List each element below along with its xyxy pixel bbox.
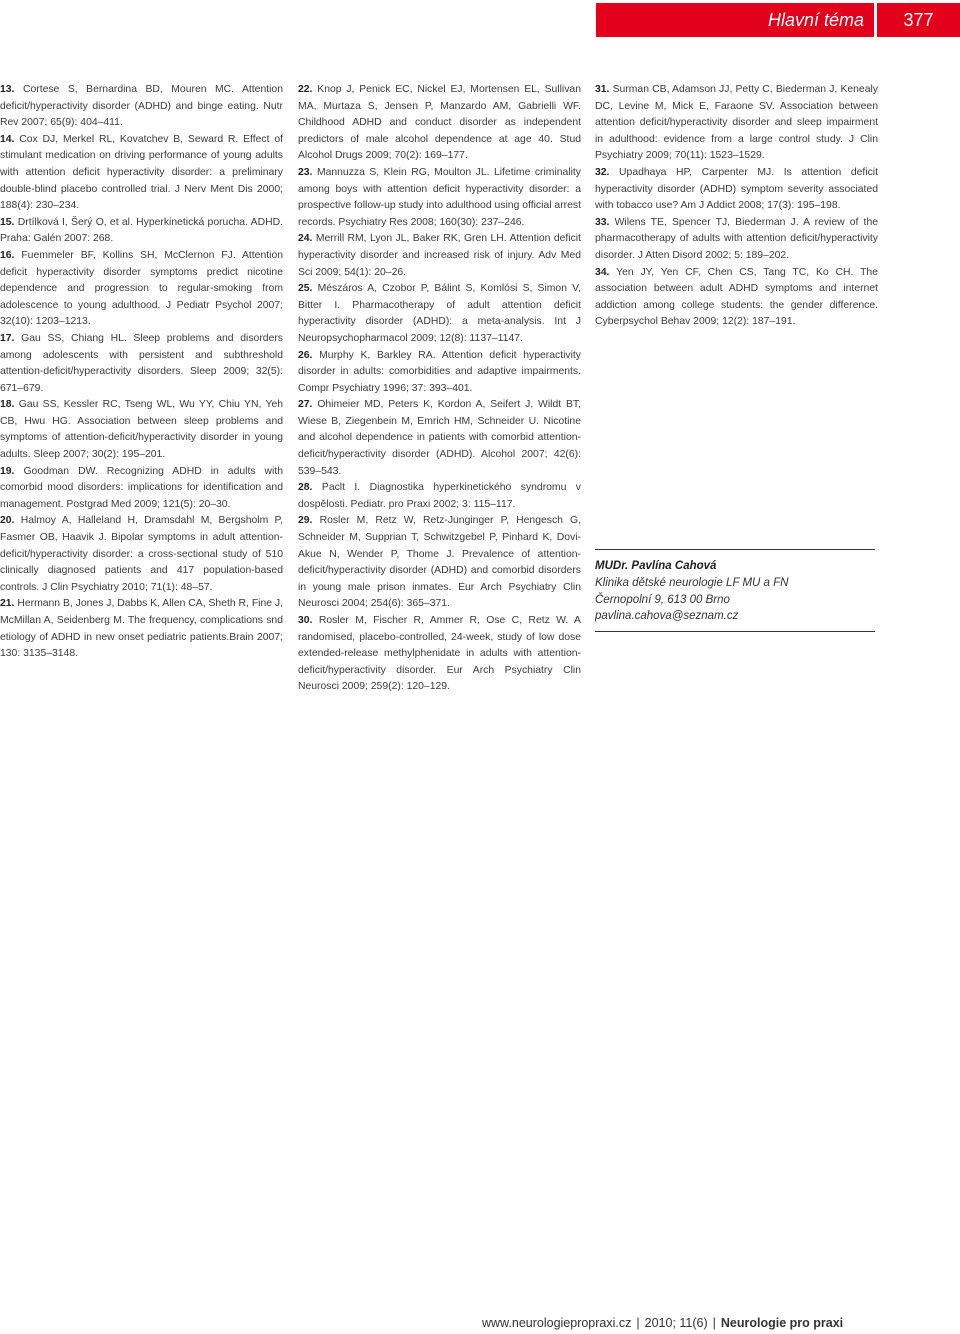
reference-number: 22.: [298, 84, 313, 95]
reference-item: [298, 281, 581, 347]
reference-number: 13.: [0, 84, 15, 95]
reference-number: 25.: [298, 283, 313, 295]
author-contact: [595, 549, 875, 632]
reference-item: [0, 132, 283, 215]
reference-text: Hermann B, Jones J, Dabbs K, Allen CA, Sheth R, Fine J, McMillan A, Seidenberg M. The frequency, complications snd etiology of ADHD in new onset pediatric patients.Brain 2007; 130: 3135–3148.: [0, 598, 284, 660]
footer-journal: Neurologie pro praxi: [720, 1316, 844, 1330]
reference-item: [595, 265, 878, 331]
reference-number: 32.: [595, 166, 610, 178]
reference-item: [298, 231, 581, 281]
reference-text: Yen JY, Yen CF, Chen CS, Tang TC, Ko CH. The association between adult ADHD symptoms and internet addiction among college students: the gender difference. Cyberpsychol Behav 2009; 12(2): 187–191.: [595, 266, 878, 328]
reference-text: Upadhaya HP, Carpenter MJ. Is attention deficit hyperactivity disorder (ADHD) symptom severity associated with tobacco use? Am J Addict 2008; 17(3): 195–198.: [595, 166, 878, 212]
reference-text: Rosler M, Fischer R, Ammer R, Ose C, Retz W. A randomised, placebo-controlled, 24-week, study of low dose extended-release methylphenidate in adults with attention-deficit/hyperactivity disorder. Eur Arch Psychiatry Clin Neurosci 2009; 259(2): 120–129.: [298, 615, 581, 693]
author-address: Černopolní 9, 613 00 Brno: [595, 593, 730, 606]
reference-item: [298, 480, 581, 513]
reference-number: 29.: [298, 515, 313, 527]
reference-number: 24.: [298, 233, 313, 245]
reference-number: 14.: [0, 133, 15, 145]
reference-text: Gau SS, Chiang HL. Sleep problems and disorders among adolescents with persistent and subthreshold attention-deficit/hyperactivity disorders. Sleep 2009; 32(5): 671–679.: [0, 332, 284, 394]
reference-item: [0, 397, 283, 463]
reference-text: Ohimeier MD, Peters K, Kordon A, Seifert J, Wildt BT, Wiese B, Ziegenbein M, Emrich HM, Schneider U. Nicotine and alcohol dependence in patients with comorbid attention-deficit/hyperactivity disorder (ADHD). Alcohol 2007; 42(6): 539–543.: [298, 399, 581, 477]
reference-item: [298, 613, 581, 696]
reference-item: [0, 248, 283, 331]
references-column-3: [595, 82, 878, 331]
reference-item: [595, 82, 878, 165]
reference-text: Surman CB, Adamson JJ, Petty C, Biederman J, Kenealy DC, Levine M, Mick E, Faraone SV. Association between attention deficit/hyperactivity disorder and sleep impairment in adulthood: evidence from a large control study. J Clin Psychiatry 2009; 70(11): 1523–1529.: [595, 84, 878, 162]
reference-item: [298, 513, 581, 613]
footer-website[interactable]: www.neurologiepropraxi.cz: [482, 1316, 632, 1330]
reference-text: Gau SS, Kessler RC, Tseng WL, Wu YY, Chiu YN, Yeh CB, Hwu HG. Association between sleep problems and symptoms of attention-deficit/hyperactivity disorder in young adults. Sleep 2007; 30(2): 195–201.: [0, 399, 284, 461]
reference-number: 31.: [595, 84, 610, 95]
reference-text: Mannuzza S, Klein RG, Moulton JL. Lifetime criminality among boys with attention deficit hyperactivity disorder: a prospective follow-up study into adulthood using official arrest records. Psychiatry Res 2008; 160(30): 237–246.: [298, 166, 582, 228]
reference-number: 28.: [298, 482, 313, 494]
reference-number: 26.: [298, 349, 313, 361]
reference-text: Goodman DW. Recognizing ADHD in adults with comorbid mood disorders: implications for identification and management. Postgrad Med 2009; 121(5): 20–30.: [0, 465, 284, 510]
reference-item: [0, 82, 283, 132]
reference-text: Murphy K, Barkley RA. Attention deficit hyperactivity disorder in adults: comorbidities and adaptive impairments. Compr Psychiatry 1996; 37: 393–401.: [298, 349, 581, 394]
footer-separator: |: [712, 1316, 716, 1330]
section-title: Hlavní téma: [596, 3, 874, 37]
reference-item: [0, 331, 283, 397]
reference-number: 16.: [0, 249, 15, 261]
reference-text: Fuemmeler BF, Kollins SH, McClernon FJ. Attention deficit hyperactivity disorder symptoms predict nicotine dependence and progression to regular-smoking from adolescence to young adulthood. J Pediatr Psychol 2007; 32(10): 1203–1213.: [0, 249, 283, 328]
reference-number: 23.: [298, 166, 313, 178]
reference-number: 21.: [0, 598, 15, 610]
references-column-1: [0, 82, 283, 663]
reference-text: Knop J, Penick EC, Nickel EJ, Mortensen EL, Sullivan MA, Murtaza S, Jensen P, Manzardo AM, Gabrielli WF. Childhood ADHD and conduct disorder as independent predictors of male alcohol dependence at age 40. Stud Alcohol Drugs 2009; 70(2): 169–177.: [298, 84, 581, 162]
reference-text: Paclt I. Diagnostika hyperkinetického syndromu v dospělosti. Pediatr. pro Praxi 2002; 3: 115–117.: [298, 482, 581, 510]
reference-item: [298, 348, 581, 398]
reference-number: 18.: [0, 399, 15, 411]
reference-text: Merrill RM, Lyon JL, Baker RK, Gren LH. Attention deficit hyperactivity disorder and increased risk of injury. Adv Med Sci 2009; 54(1): 20–26.: [298, 233, 581, 278]
reference-number: 33.: [595, 216, 610, 228]
reference-item: [0, 215, 283, 248]
page-number: 377: [877, 3, 960, 37]
reference-item: [298, 165, 581, 231]
reference-item: [0, 513, 283, 596]
section-header: [596, 3, 960, 37]
reference-item: [0, 596, 283, 662]
reference-text: Mészáros A, Czobor P, Bálint S, Komlósi S, Simon V, Bitter I. Pharmacotherapy of adult attention deficit hyperactivity disorder (ADHD): a meta-analysis. Int J Neuropsychopharmacol 2009; 12(8): 1137–1147.: [298, 283, 581, 344]
reference-text: Rosler M, Retz W, Retz-Junginger P, Hengesch G, Schneider M, Supprian T, Schwitzgebel P, Pinhard K, Dovi-Akue N, Wender P, Thome J. Prevalence of attention-deficit/hyperactivity disorder (ADHD) and comorbid disorders in young male prison inmates. Eur Arch Psychiatry Clin Neurosci 2004; 254(6): 365–371.: [298, 515, 581, 610]
reference-text: Cortese S, Bernardina BD, Mouren MC. Attention deficit/hyperactivity disorder (ADHD) and binge eating. Nutr Rev 2007; 65(9): 404–411.: [0, 84, 283, 129]
page-footer: [482, 1316, 874, 1330]
reference-number: 17.: [0, 332, 15, 344]
reference-item: [595, 215, 878, 265]
footer-separator: |: [636, 1316, 640, 1330]
reference-text: Halmoy A, Halleland H, Dramsdahl M, Bergsholm P, Fasmer OB, Haavik J. Bipolar symptoms in adult attention-deficit/hyperactivity disorder: a cross-sectional study of 510 clinically diagnosed patients and 417 population-based controls. J Clin Psychiatry 2010; 71(1): 48–57.: [0, 515, 283, 593]
reference-number: 27.: [298, 399, 313, 411]
reference-text: Drtílková I, Šerý O, et al. Hyperkinetická porucha. ADHD. Praha: Galén 2007: 268.: [0, 216, 284, 245]
footer-issue: 2010; 11(6): [644, 1316, 708, 1330]
reference-item: [0, 464, 283, 514]
reference-number: 15.: [0, 216, 15, 228]
reference-item: [595, 165, 878, 215]
reference-number: 34.: [595, 266, 610, 278]
reference-item: [298, 397, 581, 480]
reference-number: 19.: [0, 465, 15, 477]
references-column-2: [298, 82, 581, 696]
reference-number: 20.: [0, 515, 15, 527]
reference-text: Cox DJ, Merkel RL, Kovatchev B, Seward R. Effect of stimulant medication on driving performance of young adults with attention deficit hyperactivity disorder: a preliminary double-blind placebo controlled trial. J Nerv Ment Dis 2000; 188(4): 230–234.: [0, 133, 283, 212]
reference-number: 30.: [298, 615, 313, 626]
author-email[interactable]: pavlina.cahova@seznam.cz: [595, 610, 739, 623]
reference-text: Wilens TE, Spencer TJ, Biederman J. A review of the pharmacotherapy of adults with attention deficit/hyperactivity disorder. J Atten Disord 2002; 5: 189–202.: [595, 216, 878, 261]
author-name: MUDr. Pavlína Cahová: [595, 560, 717, 572]
author-affiliation: Klinika dětské neurologie LF MU a FN: [595, 576, 789, 589]
reference-item: [298, 82, 581, 165]
